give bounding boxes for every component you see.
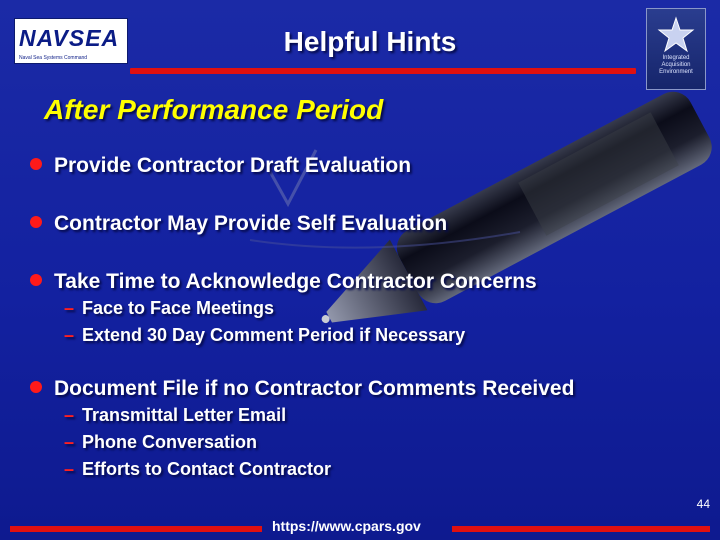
page-number: 44 [696,497,710,511]
bullet-item [30,270,537,294]
logo-subtext: Naval Sea Systems Command [19,55,88,61]
slide-title: Helpful Hints [283,26,457,57]
dash-marker: – [64,405,75,425]
iae-badge [646,8,706,90]
sub-bullet-text: Face to Face Meetings [82,298,275,318]
bullet-text: Take Time to Acknowledge Contractor Concerns [54,270,537,293]
title-underline [130,68,636,74]
sub-bullet-text: Extend 30 Day Comment Period if Necessary [82,325,466,345]
bullet-dot-icon [30,216,42,228]
navsea-logo [14,18,128,64]
bullet-text: Contractor May Provide Self Evaluation [54,212,448,235]
sub-bullet-text: Phone Conversation [82,432,258,452]
dash-marker: – [64,459,75,479]
cpars-link[interactable]: https://www.cpars.gov [272,518,421,534]
footer-rule-right [452,526,710,532]
dash-marker: – [64,432,75,452]
star-icon [656,15,696,55]
sub-bullet-item [64,405,286,426]
bullet-dot-icon [30,381,42,393]
footer-rule-left [10,526,262,532]
section-subtitle: After Performance Period [44,94,384,125]
dash-marker: – [64,298,75,318]
sub-bullet-text: Transmittal Letter Email [82,405,287,425]
sub-bullet-item [64,298,274,319]
sub-bullet-item [64,325,465,346]
bullet-text: Provide Contractor Draft Evaluation [54,154,412,177]
sub-bullet-item [64,459,331,480]
bullet-dot-icon [30,158,42,170]
bullet-item [30,377,574,401]
bullet-item [30,154,411,178]
dash-marker: – [64,325,75,345]
bullet-text: Document File if no Contractor Comments Received [54,377,575,400]
sub-bullet-text: Efforts to Contact Contractor [82,459,331,479]
logo-wordmark: NAVSEA [19,25,120,51]
badge-caption: Integrated Acquisition Environment [659,55,693,75]
bullet-dot-icon [30,274,42,286]
sub-bullet-item [64,432,257,453]
bullet-item [30,212,447,236]
